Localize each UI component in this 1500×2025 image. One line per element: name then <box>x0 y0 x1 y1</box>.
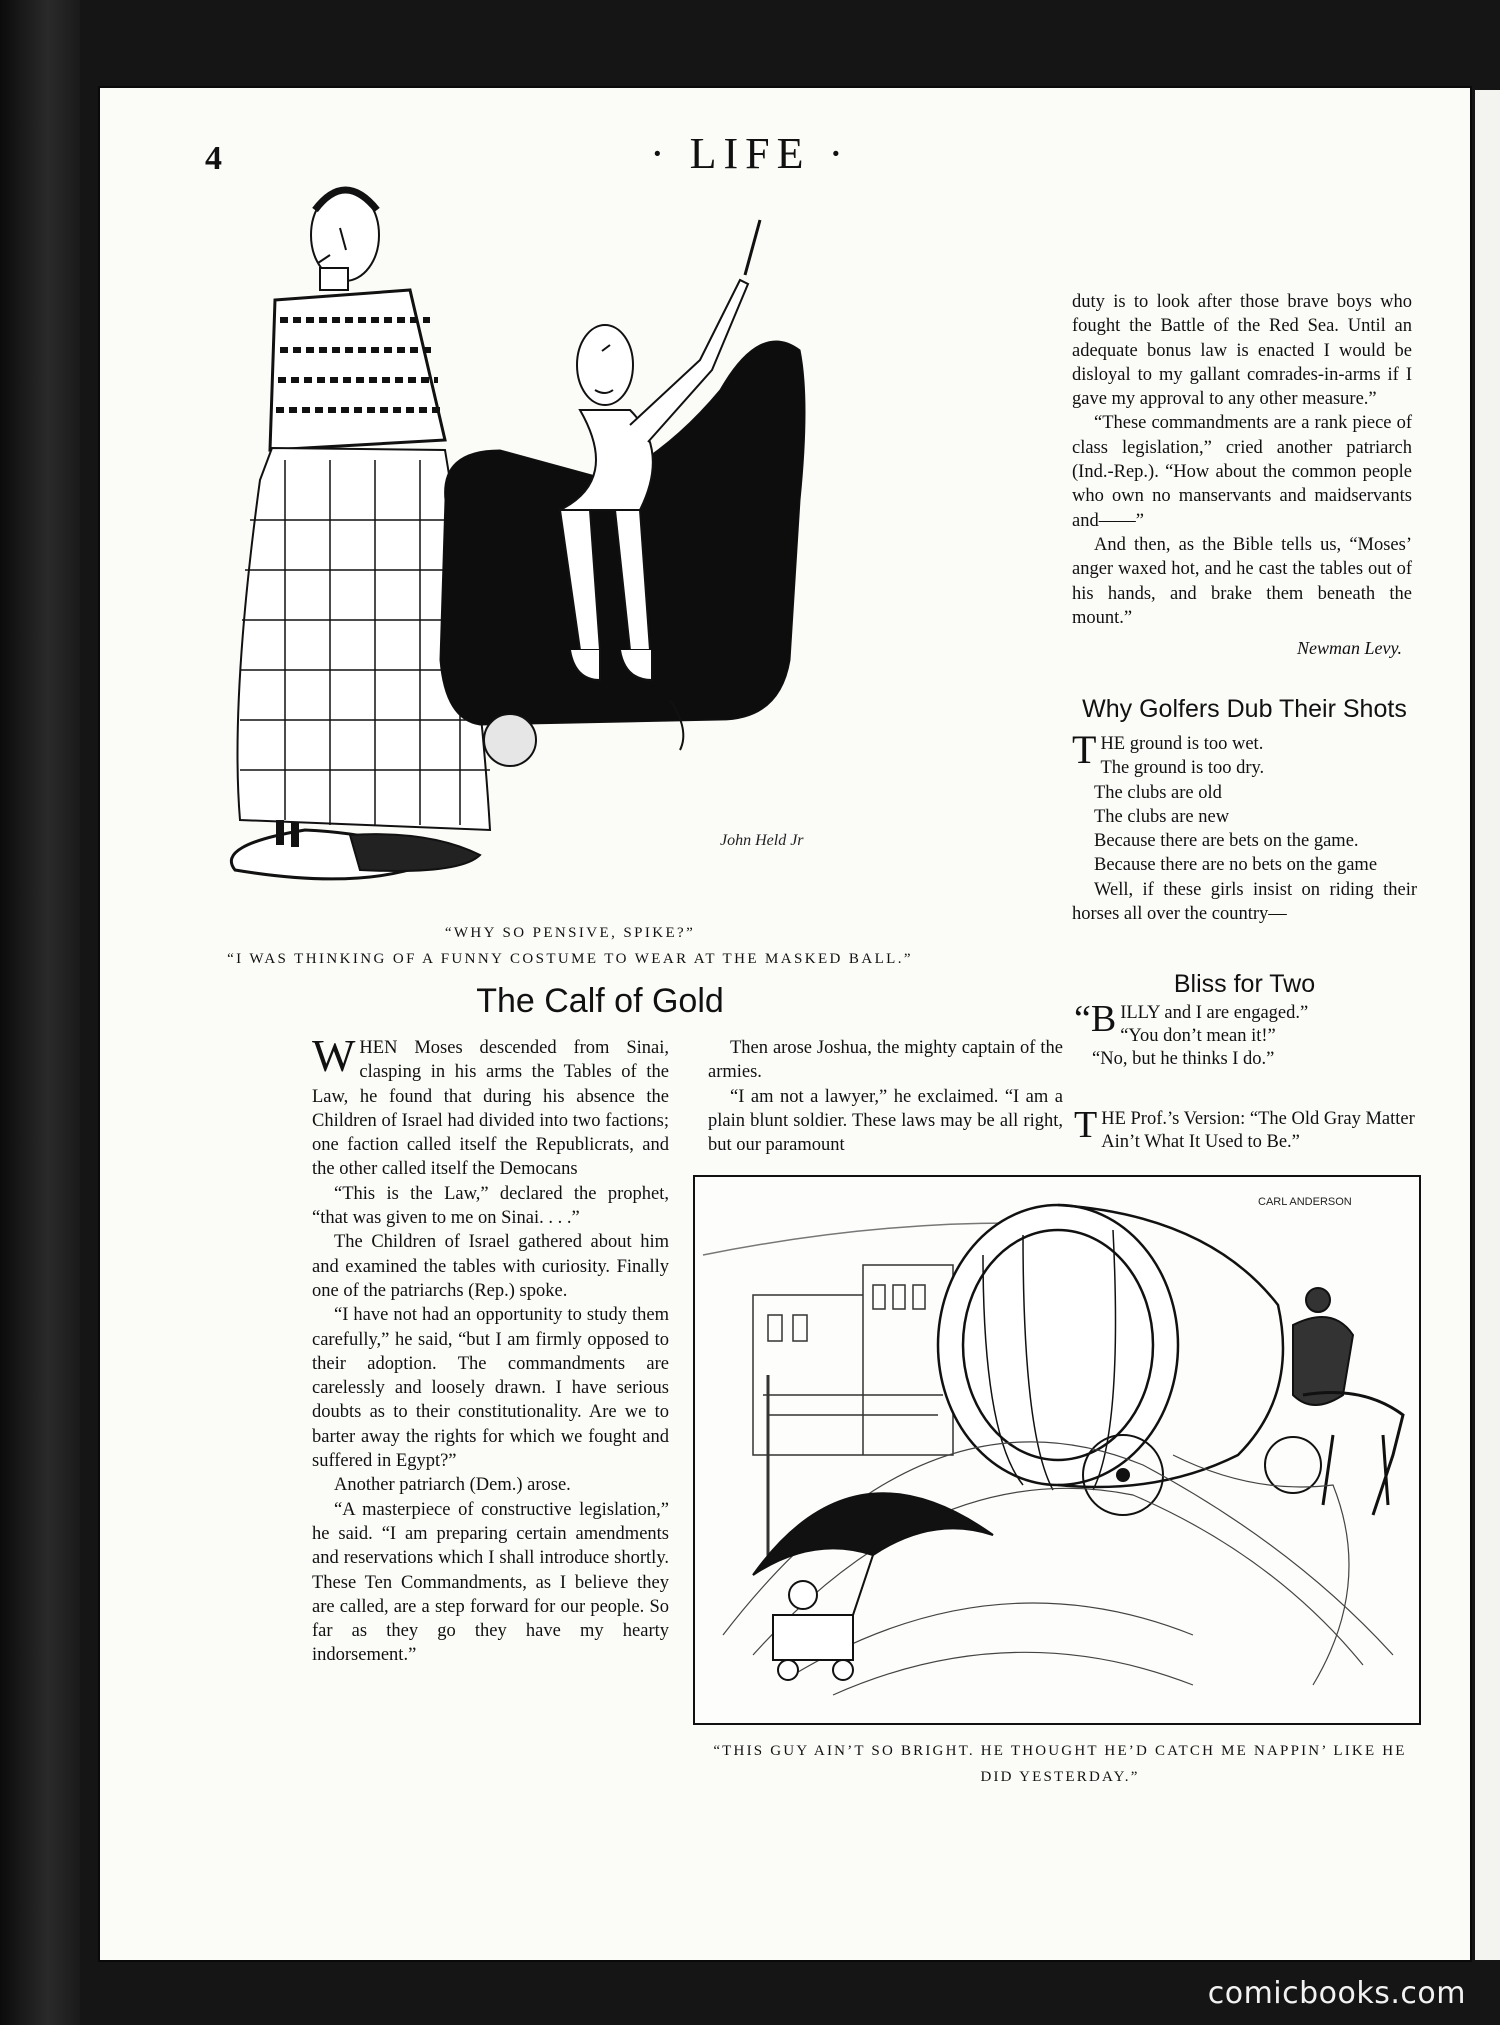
golfers-dropcap: T <box>1072 727 1097 772</box>
golfers-line-6: Because there are no bets on the game <box>1094 855 1378 876</box>
byline: Newman Levy. <box>1297 638 1402 659</box>
calf-a-paragraph-2: “This is the Law,” declared the prophet, “that was given to me on Sinai. . . .” <box>312 1183 669 1229</box>
golfers-poem <box>1072 727 1417 926</box>
bliss-dropcap: “B <box>1074 998 1117 1040</box>
caption-top-line2: “I WAS THINKING OF A FUNNY COSTUME TO WEAR AT THE MASKED BALL.” <box>227 951 913 967</box>
calf-column-b <box>708 1036 1063 1157</box>
calf-c-paragraph-2: “These commandments are a rank piece of class legislation,” cried another patriarch (Ind.-Rep.). “How about the common people who own no manservants and maidservants and——” <box>1072 413 1412 531</box>
caption-top <box>200 920 940 972</box>
calf-c-paragraph-1: duty is to look after those brave boys who fought the Battle of the Red Sea. Until an adequate bonus law is enacted I would be disloyal to my gallant comrades-in-arms if I gave my approval to any other measure.” <box>1072 292 1412 410</box>
golfers-title: Why Golfers Dub Their Shots <box>1082 695 1407 723</box>
prof-version <box>1074 1104 1417 1154</box>
calf-a-paragraph-4: “I have not had an opportunity to study them carefully,” he said, “but I am firmly opposed to their adoption. The commandments are carelessly and loosely drawn. I have serious doubts as to their constitutionality. Are we to barter away the rights for which we fought and suffered in Egypt?” <box>312 1305 669 1472</box>
calf-column-a <box>312 1030 669 1668</box>
calf-b-paragraph-1: Then arose Joshua, the mighty captain of the armies. <box>708 1038 1063 1083</box>
golfers-line-3: The clubs are old <box>1094 782 1222 803</box>
bliss-line-2: “You don’t mean it!” <box>1120 1026 1276 1046</box>
golfers-line-4: The clubs are new <box>1094 806 1230 827</box>
calf-c-paragraph-3: And then, as the Bible tells us, “Moses’ anger waxed hot, and he cast the tables out of his hands, and brake them beneath the mount.” <box>1072 534 1412 628</box>
golfers-line-2: The ground is too dry. <box>1100 758 1265 779</box>
cartoon-bottom-signature: CARL ANDERSON <box>1258 1196 1352 1208</box>
cartoon-barrel-wagon <box>693 1175 1421 1725</box>
caption-top-line1: “WHY SO PENSIVE, SPIKE?” <box>444 925 696 941</box>
calf-a-paragraph-1-text: HEN Moses descended from Sinai, clasping in his arms the Tables of the Law, he found that during his absence the Children of Israel had divided into two factions; one faction called itself the Republicrats, and the other called itself the Democans <box>312 1038 669 1180</box>
calf-column-c <box>1072 290 1412 660</box>
bliss-title: Bliss for Two <box>1173 970 1316 998</box>
page-number: 4 <box>205 140 222 177</box>
calf-title: The Calf of Gold <box>476 982 724 1020</box>
calf-b-paragraph-2: “I am not a lawyer,” he exclaimed. “I am a plain blunt soldier. These laws may be all right, but our paramount <box>708 1086 1063 1156</box>
prof-dropcap: T <box>1074 1104 1098 1146</box>
calf-a-paragraph-3: The Children of Israel gathered about him and examined the tables with curiosity. Finally one of the patriarchs (Rep.) spoke. <box>312 1232 669 1301</box>
calf-dropcap: W <box>312 1030 356 1081</box>
golfers-line-5: Because there are bets on the game. <box>1094 831 1359 852</box>
bliss-text <box>1074 998 1417 1071</box>
caption-bottom: “THIS GUY AIN’T SO BRIGHT. HE THOUGHT HE’D CATCH ME NAPPIN’ LIKE HE DID YESTERDAY.” <box>713 1743 1407 1785</box>
calf-a-paragraph-5: Another patriarch (Dem.) arose. <box>334 1475 571 1496</box>
calf-a-paragraph-6: “A masterpiece of constructive legislation,” he said. “I am preparing certain amendments and reservations which I shall introduce shortly. These Ten Commandments, as I believe they are called, are a step forward for our people. So far as they go they have my hearty indorsement.” <box>312 1499 669 1666</box>
bliss-line-1: ILLY and I are engaged.” <box>1120 1003 1309 1023</box>
next-page-edge <box>1475 90 1500 1960</box>
watermark: comicbooks.com <box>1207 1976 1466 2011</box>
cartoon-signature: John Held Jr <box>720 832 804 849</box>
scan-border-left <box>0 0 80 2025</box>
bliss-line-3: “No, but he thinks I do.” <box>1092 1049 1275 1069</box>
calf-a-paragraph-1 <box>312 1030 669 1182</box>
masthead: · LIFE · <box>650 129 851 178</box>
golfers-line-7: Well, if these girls insist on riding their horses all over the country— <box>1072 879 1417 925</box>
golfers-line-1: HE ground is too wet. <box>1100 734 1264 754</box>
cartoon-pensive-spike <box>200 180 960 900</box>
prof-text: HE Prof.’s Version: “The Old Gray Matter Ain’t What It Used to Be.” <box>1101 1109 1415 1152</box>
